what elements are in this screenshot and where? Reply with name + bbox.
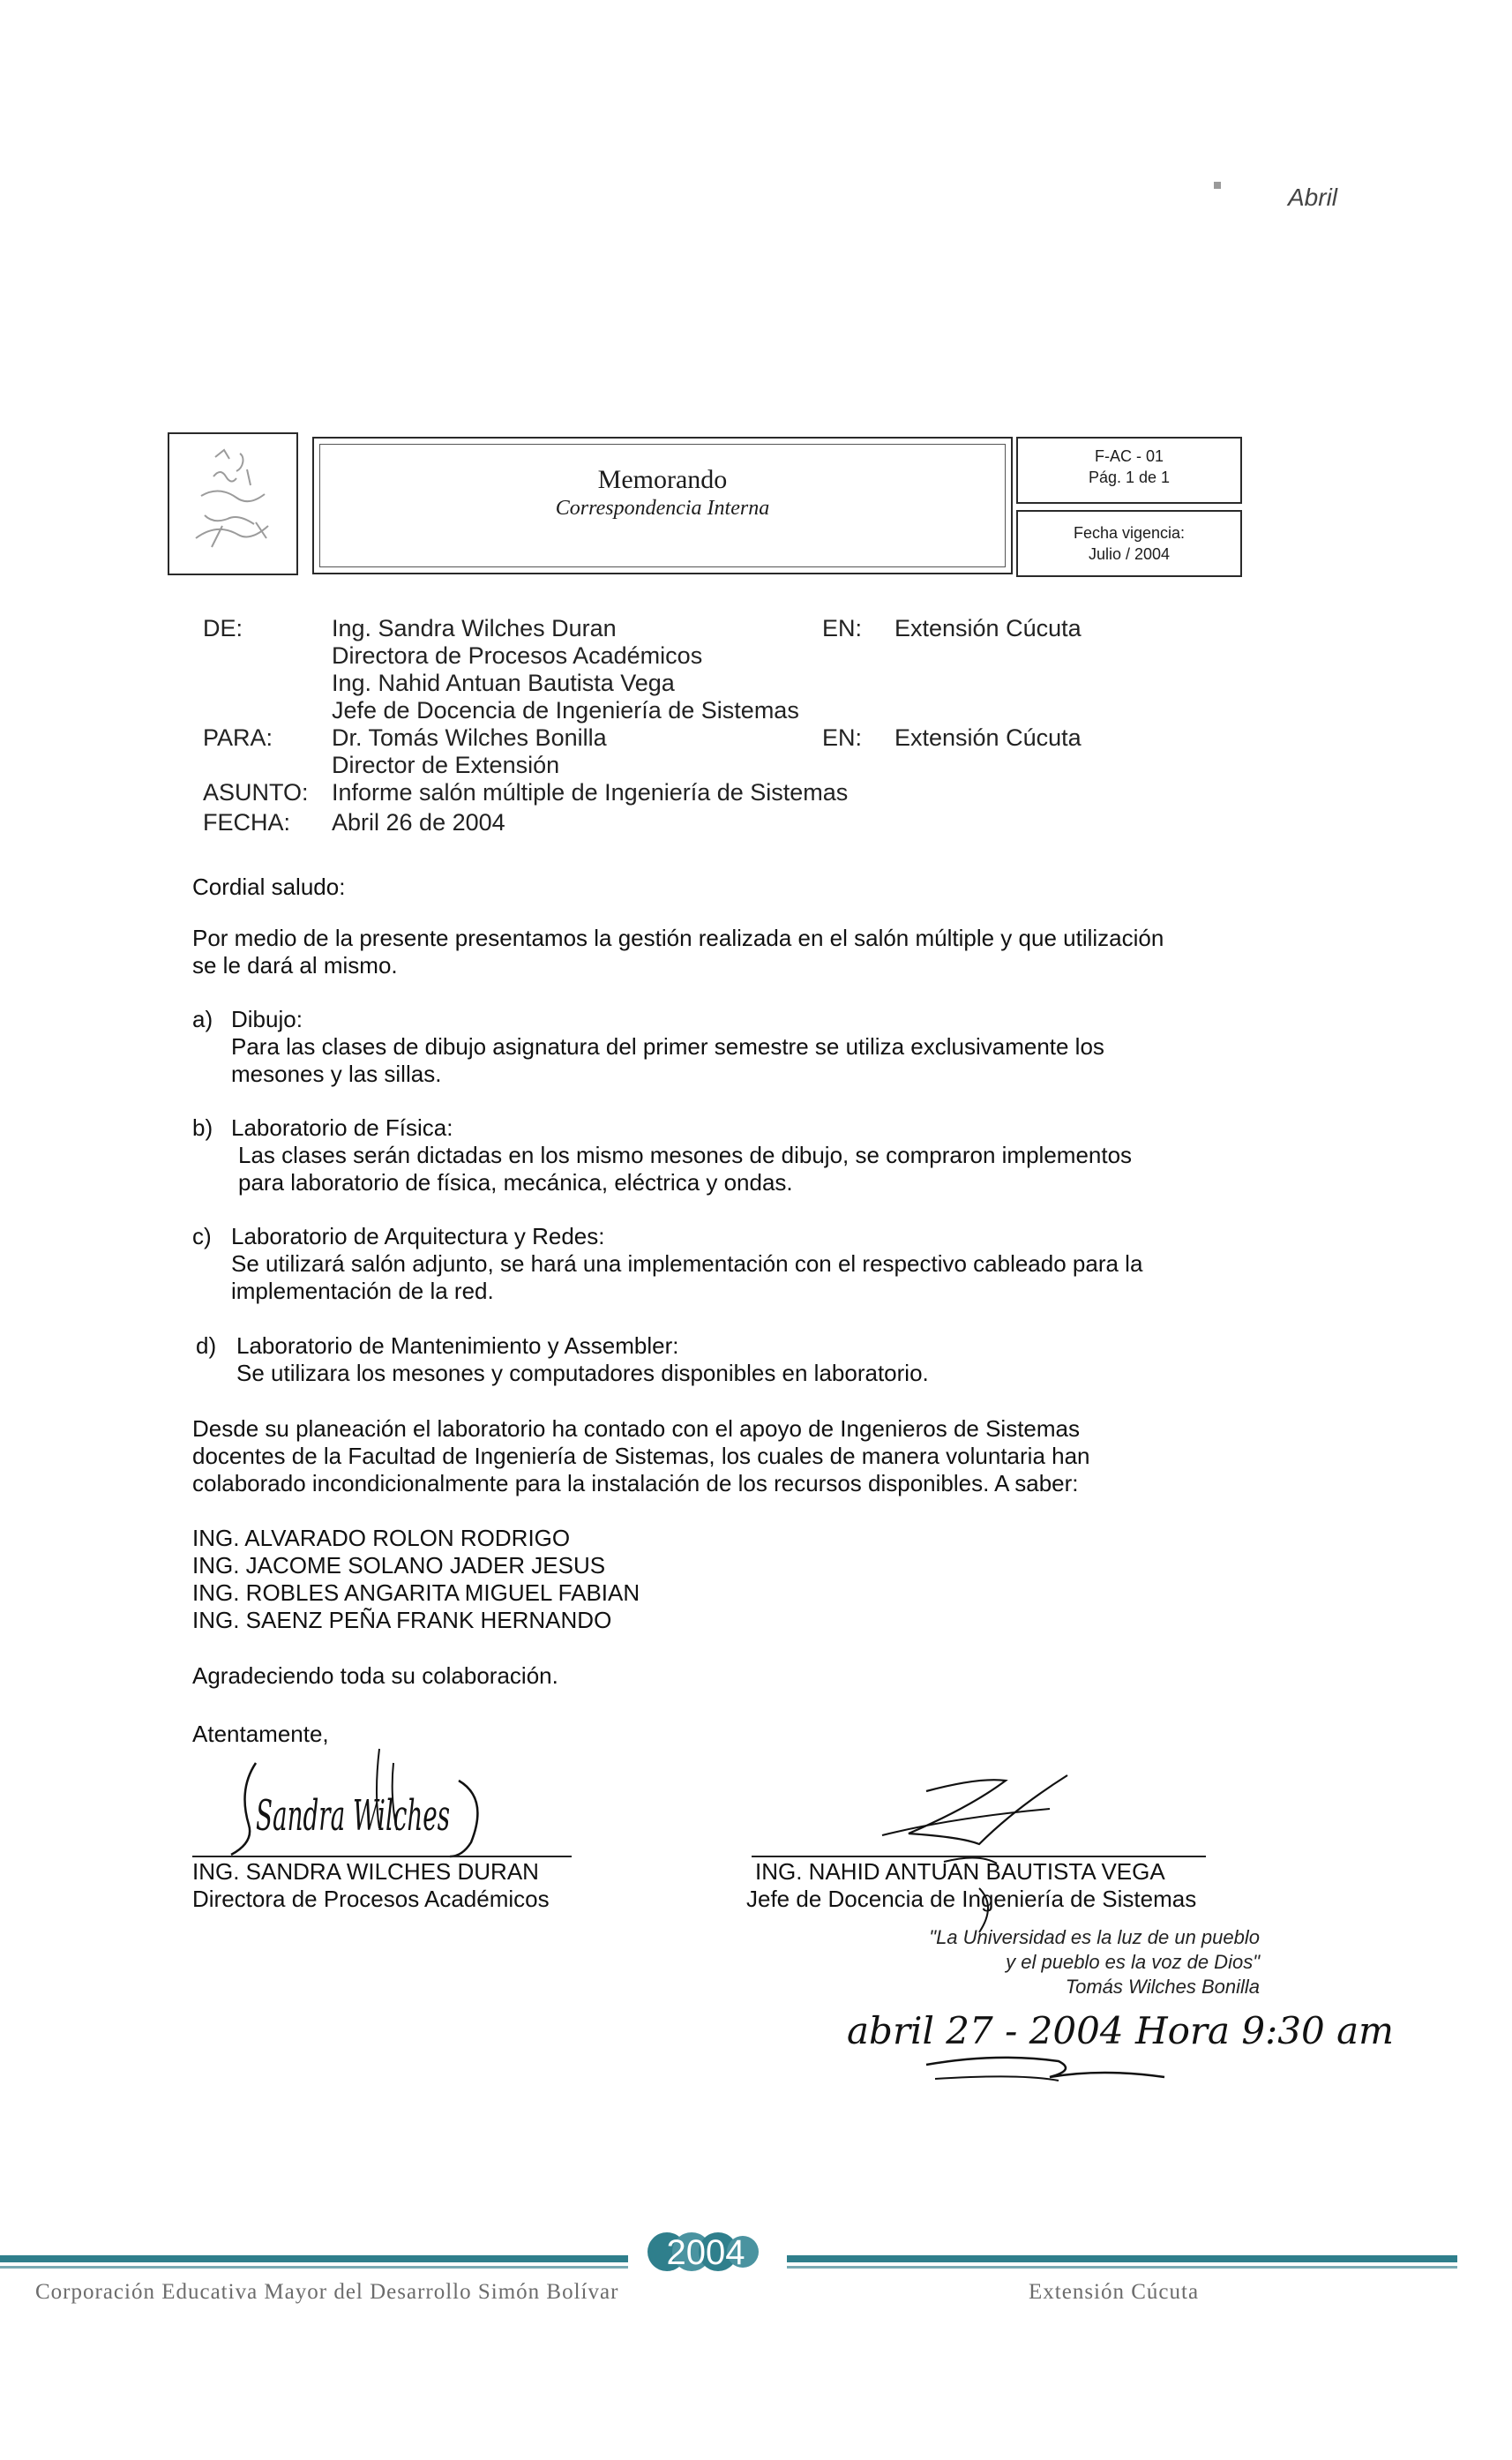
intro-line-1: Por medio de la presente presentamos la gestión realizada en el salón múltiple y que utilización (192, 925, 1164, 951)
de-en-label: EN: (822, 615, 863, 641)
signature-line-left (192, 1856, 572, 1857)
para-en-label: EN: (822, 724, 863, 751)
item-a-marker: a) (192, 1006, 213, 1032)
item-c-line-1: Se utilizará salón adjunto, se hará una implementación con el respectivo cableado para la (231, 1250, 1143, 1277)
de-line-2: Directora de Procesos Académicos (332, 642, 703, 669)
item-c-marker: c) (192, 1223, 212, 1249)
quote-author: Tomás Wilches Bonilla (1065, 1976, 1260, 1998)
signature-line-right (752, 1856, 1206, 1857)
handwritten-receipt-note (838, 1998, 1411, 2104)
asunto-value: Informe salón múltiple de Ingeniería de Sistemas (332, 779, 849, 806)
item-a-line-2: mesones y las sillas. (231, 1061, 442, 1087)
bullet-mark (1214, 182, 1221, 189)
item-b-title: Laboratorio de Física: (231, 1114, 453, 1141)
validity-box (1016, 510, 1242, 577)
para2-line-3: colaborado incondicionalmente para la instalación de los recursos disponibles. A saber: (192, 1470, 1079, 1496)
item-c-title: Laboratorio de Arquitectura y Redes: (231, 1223, 605, 1249)
footer-bar-right-thin (787, 2266, 1457, 2269)
memo-subtitle: Correspondencia Interna (555, 497, 770, 520)
engineer-4: ING. SAENZ PEÑA FRANK HERNANDO (192, 1607, 612, 1633)
fecha-label: FECHA: (203, 809, 291, 836)
year-badge (653, 2224, 759, 2280)
de-label: DE: (203, 615, 243, 641)
right-signer-title: Jefe de Docencia de Ingeniería de Sistemas (746, 1886, 1197, 1912)
top-note: Abril (1288, 184, 1338, 211)
institution-logo (168, 432, 298, 575)
greeting: Cordial saludo: (192, 874, 346, 900)
signature-nahid (794, 1765, 1182, 1941)
intro-line-2: se le dará al mismo. (192, 952, 398, 979)
para2-line-1: Desde su planeación el laboratorio ha contado con el apoyo de Ingenieros de Sistemas (192, 1415, 1081, 1442)
quote-line-1: "La Universidad es la luz de un pueblo (929, 1926, 1260, 1948)
logo-icon (169, 434, 296, 574)
item-a-title: Dibujo: (231, 1006, 303, 1032)
para-en-value: Extensión Cúcuta (894, 724, 1082, 751)
footer-bar-right (787, 2255, 1457, 2262)
form-code: F-AC - 01 (1094, 447, 1164, 465)
fecha-value: Abril 26 de 2004 (332, 809, 505, 836)
page-number: Pág. 1 de 1 (1088, 469, 1171, 486)
asunto-label: ASUNTO: (203, 779, 309, 806)
item-b-marker: b) (192, 1114, 213, 1141)
engineer-1: ING. ALVARADO ROLON RODRIGO (192, 1525, 571, 1551)
footer-institution: Corporación Educativa Mayor del Desarrollo Simón Bolívar (35, 2280, 619, 2304)
para-label: PARA: (203, 724, 273, 751)
memo-title-box (312, 437, 1013, 574)
de-line-1: Ing. Sandra Wilches Duran (332, 615, 617, 641)
validity-value: Julio / 2004 (1088, 545, 1171, 563)
para-line-2: Director de Extensión (332, 752, 560, 778)
item-b-line-2: para laboratorio de física, mecánica, eléctrica y ondas. (238, 1169, 793, 1196)
engineer-3: ING. ROBLES ANGARITA MIGUEL FABIAN (192, 1579, 640, 1606)
para2-line-2: docentes de la Facultad de Ingeniería de Sistemas, los cuales de manera voluntaria han (192, 1443, 1090, 1469)
signature-sandra-text: Sandra Wilches (256, 1791, 450, 1841)
item-c-line-2: implementación de la red. (231, 1278, 494, 1304)
footer-bar-left-thin (0, 2266, 628, 2269)
receipt-note-text: abril 27 - 2004 Hora 9:30 am (847, 2009, 1394, 2052)
item-d-marker: d) (196, 1332, 217, 1359)
year-badge-text: 2004 (666, 2233, 745, 2272)
left-signer-title: Directora de Procesos Académicos (192, 1886, 550, 1912)
item-a-line-1: Para las clases de dibujo asignatura del primer semestre se utiliza exclusivamente los (231, 1033, 1104, 1060)
quote-line-2: y el pueblo es la voz de Dios" (1006, 1951, 1260, 1973)
signature-sandra (194, 1745, 494, 1860)
footer-campus: Extensión Cúcuta (1029, 2280, 1200, 2304)
de-line-3: Ing. Nahid Antuan Bautista Vega (332, 670, 675, 696)
engineer-2: ING. JACOME SOLANO JADER JESUS (192, 1552, 606, 1579)
right-signer-name: ING. NAHID ANTUAN BAUTISTA VEGA (755, 1858, 1165, 1885)
item-d-title: Laboratorio de Mantenimiento y Assembler: (236, 1332, 679, 1359)
form-code-box (1016, 437, 1242, 504)
footer-bar-left (0, 2255, 628, 2262)
de-line-4: Jefe de Docencia de Ingeniería de Sistemas (332, 697, 799, 724)
closing-line: Atentamente, (192, 1721, 329, 1747)
memo-title: Memorando (597, 465, 728, 494)
item-d-line-1: Se utilizara los mesones y computadores disponibles en laboratorio. (236, 1360, 929, 1386)
de-en-value: Extensión Cúcuta (894, 615, 1082, 641)
year-badge-graphic (653, 2224, 759, 2280)
validity-label: Fecha vigencia: (1073, 524, 1186, 542)
left-signer-name: ING. SANDRA WILCHES DURAN (192, 1858, 539, 1885)
item-b-line-1: Las clases serán dictadas en los mismo mesones de dibujo, se compraron implementos (238, 1142, 1133, 1168)
thanks-line: Agradeciendo toda su colaboración. (192, 1662, 558, 1689)
para-line-1: Dr. Tomás Wilches Bonilla (332, 724, 607, 751)
